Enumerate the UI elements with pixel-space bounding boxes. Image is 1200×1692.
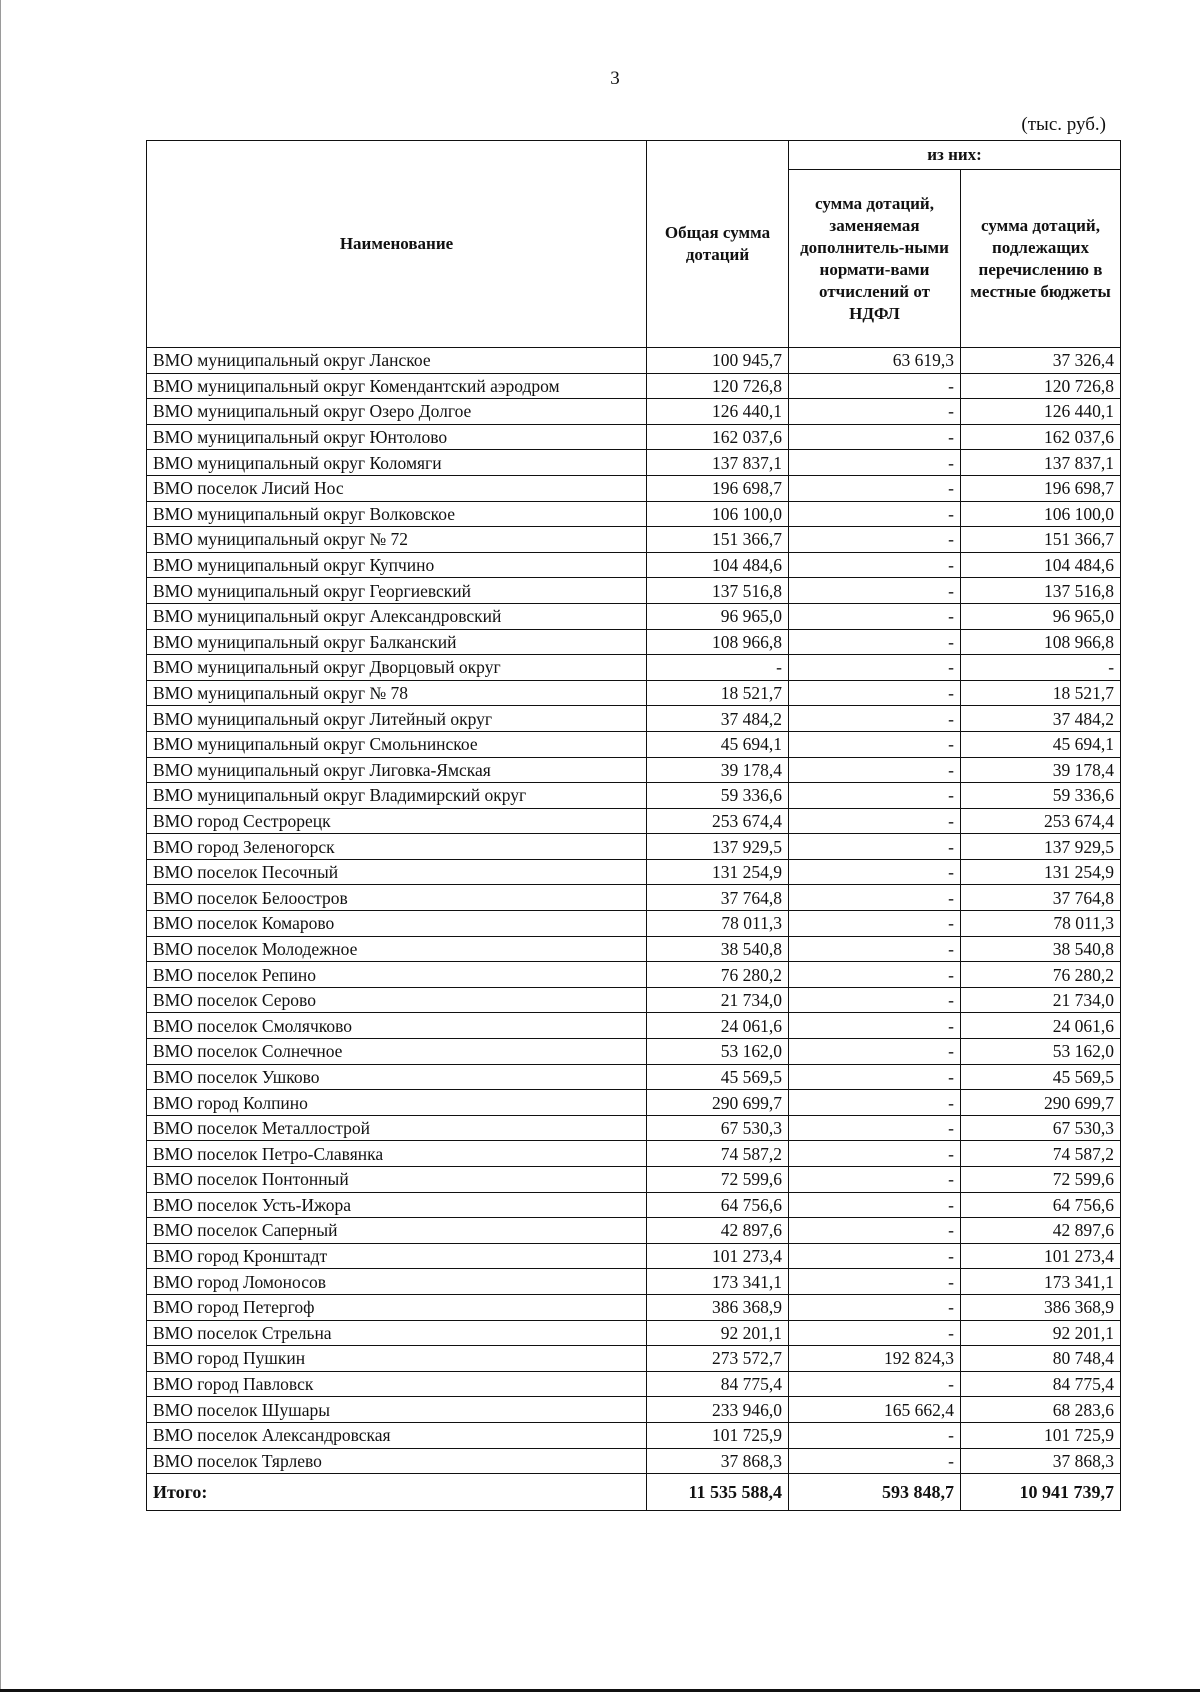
row-ndfl: - bbox=[789, 475, 961, 501]
row-total: 96 965,0 bbox=[647, 603, 789, 629]
table-row bbox=[147, 501, 1121, 527]
row-ndfl: - bbox=[789, 834, 961, 860]
row-total: - bbox=[647, 655, 789, 681]
row-name: ВМО муниципальный округ Владимирский округ bbox=[147, 783, 647, 809]
row-name: ВМО поселок Репино bbox=[147, 962, 647, 988]
row-ndfl: 63 619,3 bbox=[789, 348, 961, 374]
table-row bbox=[147, 757, 1121, 783]
row-local: 76 280,2 bbox=[961, 962, 1121, 988]
row-name: ВМО муниципальный округ Купчино bbox=[147, 552, 647, 578]
row-ndfl: - bbox=[789, 1243, 961, 1269]
row-local: 104 484,6 bbox=[961, 552, 1121, 578]
table-row bbox=[147, 834, 1121, 860]
header-total: Общая сумма дотаций bbox=[647, 141, 789, 348]
table-row bbox=[147, 1013, 1121, 1039]
row-name: ВМО муниципальный округ Ланское bbox=[147, 348, 647, 374]
row-total: 253 674,4 bbox=[647, 808, 789, 834]
row-ndfl: - bbox=[789, 655, 961, 681]
row-name: ВМО муниципальный округ Коломяги bbox=[147, 450, 647, 476]
row-ndfl: - bbox=[789, 911, 961, 937]
row-name: ВМО поселок Металлострой bbox=[147, 1115, 647, 1141]
row-local: 68 283,6 bbox=[961, 1397, 1121, 1423]
row-name: ВМО муниципальный округ Георгиевский bbox=[147, 578, 647, 604]
row-local: 37 326,4 bbox=[961, 348, 1121, 374]
table-row bbox=[147, 1346, 1121, 1372]
units-label: (тыс. руб.) bbox=[1021, 114, 1106, 135]
table-row bbox=[147, 603, 1121, 629]
header-group: из них: bbox=[789, 141, 1121, 170]
row-ndfl: - bbox=[789, 987, 961, 1013]
row-total: 162 037,6 bbox=[647, 424, 789, 450]
row-ndfl: - bbox=[789, 373, 961, 399]
row-name: ВМО муниципальный округ № 78 bbox=[147, 680, 647, 706]
row-name: ВМО муниципальный округ Комендантский аэродром bbox=[147, 373, 647, 399]
row-total: 386 368,9 bbox=[647, 1294, 789, 1320]
table-row bbox=[147, 1115, 1121, 1141]
row-total: 106 100,0 bbox=[647, 501, 789, 527]
table-row bbox=[147, 1167, 1121, 1193]
row-name: ВМО муниципальный округ Смольнинское bbox=[147, 731, 647, 757]
table-row bbox=[147, 731, 1121, 757]
row-total: 273 572,7 bbox=[647, 1346, 789, 1372]
table-row bbox=[147, 1090, 1121, 1116]
row-ndfl: - bbox=[789, 1064, 961, 1090]
subsidies-table bbox=[146, 140, 1121, 1511]
table-row bbox=[147, 629, 1121, 655]
row-local: 21 734,0 bbox=[961, 987, 1121, 1013]
row-ndfl: - bbox=[789, 962, 961, 988]
row-ndfl: - bbox=[789, 629, 961, 655]
table-row bbox=[147, 859, 1121, 885]
row-total: 37 764,8 bbox=[647, 885, 789, 911]
row-ndfl: - bbox=[789, 859, 961, 885]
row-name: ВМО муниципальный округ Озеро Долгое bbox=[147, 399, 647, 425]
row-local: 74 587,2 bbox=[961, 1141, 1121, 1167]
row-local: 92 201,1 bbox=[961, 1320, 1121, 1346]
row-local: 67 530,3 bbox=[961, 1115, 1121, 1141]
row-ndfl: - bbox=[789, 603, 961, 629]
row-local: 45 569,5 bbox=[961, 1064, 1121, 1090]
row-name: ВМО поселок Песочный bbox=[147, 859, 647, 885]
table-row bbox=[147, 348, 1121, 374]
row-ndfl: - bbox=[789, 424, 961, 450]
table-row bbox=[147, 962, 1121, 988]
table-row bbox=[147, 1371, 1121, 1397]
row-local: 45 694,1 bbox=[961, 731, 1121, 757]
row-local: 39 178,4 bbox=[961, 757, 1121, 783]
row-name: ВМО город Зеленогорск bbox=[147, 834, 647, 860]
table-row bbox=[147, 885, 1121, 911]
row-name: ВМО поселок Серово bbox=[147, 987, 647, 1013]
row-local: 137 516,8 bbox=[961, 578, 1121, 604]
row-local: 37 484,2 bbox=[961, 706, 1121, 732]
row-name: ВМО поселок Петро-Славянка bbox=[147, 1141, 647, 1167]
row-total: 38 540,8 bbox=[647, 936, 789, 962]
row-total: 53 162,0 bbox=[647, 1039, 789, 1065]
row-total: 137 929,5 bbox=[647, 834, 789, 860]
row-ndfl: - bbox=[789, 450, 961, 476]
row-local: 137 837,1 bbox=[961, 450, 1121, 476]
row-total: 39 178,4 bbox=[647, 757, 789, 783]
table-row bbox=[147, 680, 1121, 706]
table-row bbox=[147, 373, 1121, 399]
row-local: 37 868,3 bbox=[961, 1448, 1121, 1474]
page-number: 3 bbox=[610, 68, 620, 89]
row-local: 173 341,1 bbox=[961, 1269, 1121, 1295]
table-row bbox=[147, 527, 1121, 553]
row-local: 101 725,9 bbox=[961, 1422, 1121, 1448]
row-name: ВМО город Сестрорецк bbox=[147, 808, 647, 834]
row-total: 233 946,0 bbox=[647, 1397, 789, 1423]
row-local: - bbox=[961, 655, 1121, 681]
row-name: ВМО поселок Молодежное bbox=[147, 936, 647, 962]
row-name: ВМО город Петергоф bbox=[147, 1294, 647, 1320]
row-name: ВМО поселок Понтонный bbox=[147, 1167, 647, 1193]
row-local: 24 061,6 bbox=[961, 1013, 1121, 1039]
row-total: 173 341,1 bbox=[647, 1269, 789, 1295]
row-local: 53 162,0 bbox=[961, 1039, 1121, 1065]
row-total: 101 273,4 bbox=[647, 1243, 789, 1269]
table-row bbox=[147, 655, 1121, 681]
row-name: ВМО поселок Солнечное bbox=[147, 1039, 647, 1065]
row-ndfl: - bbox=[789, 808, 961, 834]
row-local: 64 756,6 bbox=[961, 1192, 1121, 1218]
row-local: 253 674,4 bbox=[961, 808, 1121, 834]
row-ndfl: - bbox=[789, 757, 961, 783]
scan-left-edge bbox=[0, 0, 1, 1692]
row-total: 74 587,2 bbox=[647, 1141, 789, 1167]
row-local: 131 254,9 bbox=[961, 859, 1121, 885]
row-ndfl: - bbox=[789, 706, 961, 732]
table-row bbox=[147, 1039, 1121, 1065]
row-total: 101 725,9 bbox=[647, 1422, 789, 1448]
row-total: 131 254,9 bbox=[647, 859, 789, 885]
row-total: 84 775,4 bbox=[647, 1371, 789, 1397]
row-total: 104 484,6 bbox=[647, 552, 789, 578]
row-local: 108 966,8 bbox=[961, 629, 1121, 655]
row-total: 67 530,3 bbox=[647, 1115, 789, 1141]
row-local: 80 748,4 bbox=[961, 1346, 1121, 1372]
table-row bbox=[147, 424, 1121, 450]
row-name: ВМО поселок Ушково bbox=[147, 1064, 647, 1090]
total-row bbox=[147, 1474, 1121, 1511]
row-name: ВМО город Пушкин bbox=[147, 1346, 647, 1372]
row-name: ВМО поселок Саперный bbox=[147, 1218, 647, 1244]
row-local: 151 366,7 bbox=[961, 527, 1121, 553]
table-row bbox=[147, 911, 1121, 937]
table-row bbox=[147, 706, 1121, 732]
table-row bbox=[147, 450, 1121, 476]
row-local: 126 440,1 bbox=[961, 399, 1121, 425]
row-name: ВМО поселок Лисий Нос bbox=[147, 475, 647, 501]
table-row bbox=[147, 1192, 1121, 1218]
row-name: ВМО поселок Тярлево bbox=[147, 1448, 647, 1474]
row-name: ВМО муниципальный округ Лиговка-Ямская bbox=[147, 757, 647, 783]
row-local: 162 037,6 bbox=[961, 424, 1121, 450]
row-local: 38 540,8 bbox=[961, 936, 1121, 962]
total-label: Итого: bbox=[147, 1474, 647, 1511]
row-name: ВМО поселок Белоостров bbox=[147, 885, 647, 911]
row-name: ВМО муниципальный округ Дворцовый округ bbox=[147, 655, 647, 681]
row-name: ВМО поселок Шушары bbox=[147, 1397, 647, 1423]
row-name: ВМО муниципальный округ Волковское bbox=[147, 501, 647, 527]
row-ndfl: - bbox=[789, 936, 961, 962]
row-ndfl: - bbox=[789, 578, 961, 604]
row-ndfl: - bbox=[789, 1218, 961, 1244]
row-total: 37 484,2 bbox=[647, 706, 789, 732]
row-total: 37 868,3 bbox=[647, 1448, 789, 1474]
row-ndfl: - bbox=[789, 1269, 961, 1295]
row-local: 37 764,8 bbox=[961, 885, 1121, 911]
table-row bbox=[147, 1397, 1121, 1423]
row-total: 108 966,8 bbox=[647, 629, 789, 655]
table-row bbox=[147, 1218, 1121, 1244]
table-row bbox=[147, 1448, 1121, 1474]
table-row bbox=[147, 1320, 1121, 1346]
row-total: 24 061,6 bbox=[647, 1013, 789, 1039]
row-total: 76 280,2 bbox=[647, 962, 789, 988]
row-total: 137 516,8 bbox=[647, 578, 789, 604]
row-local: 18 521,7 bbox=[961, 680, 1121, 706]
row-name: ВМО город Колпино bbox=[147, 1090, 647, 1116]
row-total: 42 897,6 bbox=[647, 1218, 789, 1244]
row-name: ВМО город Кронштадт bbox=[147, 1243, 647, 1269]
row-local: 59 336,6 bbox=[961, 783, 1121, 809]
row-ndfl: - bbox=[789, 527, 961, 553]
row-name: ВМО поселок Усть-Ижора bbox=[147, 1192, 647, 1218]
row-local: 96 965,0 bbox=[961, 603, 1121, 629]
row-ndfl: - bbox=[789, 1371, 961, 1397]
row-total: 100 945,7 bbox=[647, 348, 789, 374]
row-name: ВМО муниципальный округ Балканский bbox=[147, 629, 647, 655]
total-local: 10 941 739,7 bbox=[961, 1474, 1121, 1511]
row-ndfl: - bbox=[789, 731, 961, 757]
table-row bbox=[147, 1269, 1121, 1295]
total-sum: 11 535 588,4 bbox=[647, 1474, 789, 1511]
table-row bbox=[147, 552, 1121, 578]
row-local: 84 775,4 bbox=[961, 1371, 1121, 1397]
row-total: 120 726,8 bbox=[647, 373, 789, 399]
row-ndfl: - bbox=[789, 1013, 961, 1039]
row-local: 42 897,6 bbox=[961, 1218, 1121, 1244]
header-name: Наименование bbox=[147, 141, 647, 348]
table-header bbox=[147, 141, 1121, 348]
table-row bbox=[147, 1422, 1121, 1448]
row-ndfl: - bbox=[789, 399, 961, 425]
table-row bbox=[147, 578, 1121, 604]
total-ndfl: 593 848,7 bbox=[789, 1474, 961, 1511]
row-ndfl: - bbox=[789, 1039, 961, 1065]
row-ndfl: - bbox=[789, 1448, 961, 1474]
header-local: сумма дотаций, подлежащих перечислению в местные бюджеты bbox=[961, 170, 1121, 348]
row-total: 59 336,6 bbox=[647, 783, 789, 809]
row-ndfl: - bbox=[789, 1320, 961, 1346]
table-row bbox=[147, 783, 1121, 809]
row-ndfl: - bbox=[789, 1167, 961, 1193]
row-local: 196 698,7 bbox=[961, 475, 1121, 501]
row-total: 21 734,0 bbox=[647, 987, 789, 1013]
table-body bbox=[147, 348, 1121, 1474]
row-total: 126 440,1 bbox=[647, 399, 789, 425]
table-row bbox=[147, 1294, 1121, 1320]
row-name: ВМО поселок Комарово bbox=[147, 911, 647, 937]
table-row bbox=[147, 1141, 1121, 1167]
row-total: 72 599,6 bbox=[647, 1167, 789, 1193]
row-total: 18 521,7 bbox=[647, 680, 789, 706]
row-ndfl: - bbox=[789, 1090, 961, 1116]
row-ndfl: - bbox=[789, 1115, 961, 1141]
row-ndfl: - bbox=[789, 1192, 961, 1218]
table-row bbox=[147, 399, 1121, 425]
row-local: 72 599,6 bbox=[961, 1167, 1121, 1193]
row-ndfl: - bbox=[789, 885, 961, 911]
row-total: 92 201,1 bbox=[647, 1320, 789, 1346]
row-local: 137 929,5 bbox=[961, 834, 1121, 860]
row-name: ВМО муниципальный округ Литейный округ bbox=[147, 706, 647, 732]
row-ndfl: - bbox=[789, 1141, 961, 1167]
row-local: 386 368,9 bbox=[961, 1294, 1121, 1320]
row-ndfl: 192 824,3 bbox=[789, 1346, 961, 1372]
row-total: 151 366,7 bbox=[647, 527, 789, 553]
table-row bbox=[147, 936, 1121, 962]
row-total: 137 837,1 bbox=[647, 450, 789, 476]
row-name: ВМО муниципальный округ Юнтолово bbox=[147, 424, 647, 450]
table-row bbox=[147, 475, 1121, 501]
row-local: 106 100,0 bbox=[961, 501, 1121, 527]
row-ndfl: - bbox=[789, 501, 961, 527]
row-ndfl: - bbox=[789, 1422, 961, 1448]
row-name: ВМО город Ломоносов bbox=[147, 1269, 647, 1295]
row-total: 64 756,6 bbox=[647, 1192, 789, 1218]
header-ndfl: сумма дотаций, заменяемая дополнитель-ными нормати-вами отчислений от НДФЛ bbox=[789, 170, 961, 348]
row-name: ВМО поселок Стрельна bbox=[147, 1320, 647, 1346]
row-name: ВМО муниципальный округ Александровский bbox=[147, 603, 647, 629]
table-row bbox=[147, 808, 1121, 834]
row-total: 45 569,5 bbox=[647, 1064, 789, 1090]
row-total: 45 694,1 bbox=[647, 731, 789, 757]
row-ndfl: - bbox=[789, 680, 961, 706]
row-name: ВМО город Павловск bbox=[147, 1371, 647, 1397]
table-row bbox=[147, 1243, 1121, 1269]
row-total: 78 011,3 bbox=[647, 911, 789, 937]
row-ndfl: 165 662,4 bbox=[789, 1397, 961, 1423]
row-ndfl: - bbox=[789, 552, 961, 578]
table-row bbox=[147, 987, 1121, 1013]
row-name: ВМО муниципальный округ № 72 bbox=[147, 527, 647, 553]
table-row bbox=[147, 1064, 1121, 1090]
row-local: 120 726,8 bbox=[961, 373, 1121, 399]
row-local: 78 011,3 bbox=[961, 911, 1121, 937]
row-ndfl: - bbox=[789, 783, 961, 809]
row-ndfl: - bbox=[789, 1294, 961, 1320]
row-name: ВМО поселок Александровская bbox=[147, 1422, 647, 1448]
row-local: 101 273,4 bbox=[961, 1243, 1121, 1269]
row-name: ВМО поселок Смолячково bbox=[147, 1013, 647, 1039]
row-local: 290 699,7 bbox=[961, 1090, 1121, 1116]
row-total: 290 699,7 bbox=[647, 1090, 789, 1116]
row-total: 196 698,7 bbox=[647, 475, 789, 501]
